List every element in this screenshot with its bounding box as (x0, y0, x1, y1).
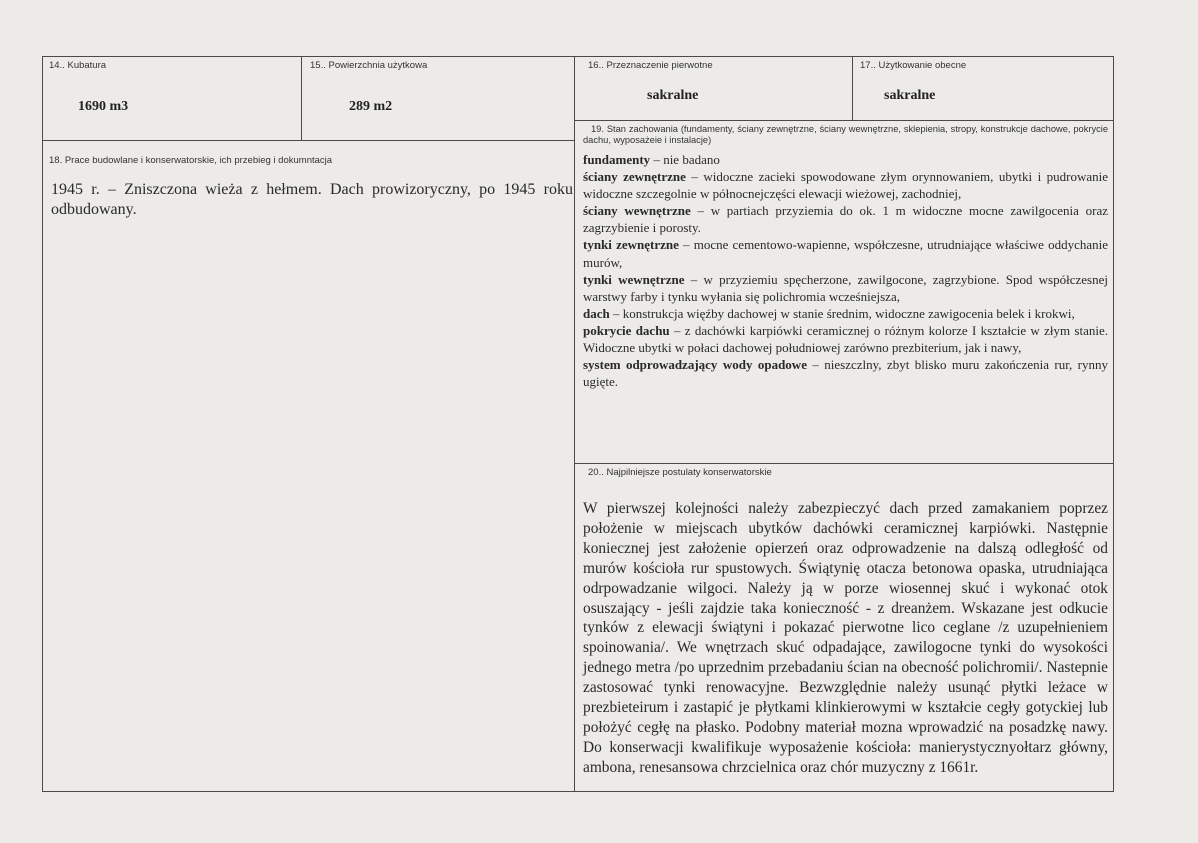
condition-label: fundamenty (583, 152, 651, 167)
condition-text: – nieszczlny, zbyt blisko muru zakończenia rur, rynny ugięte. (583, 357, 1108, 390)
condition-label: pokrycie dachu (583, 322, 670, 338)
divider-row-top-right (574, 120, 1114, 121)
condition-item (583, 202, 1108, 236)
condition-label: ściany wewnętrzne (583, 203, 691, 219)
condition-label: dach (583, 305, 610, 321)
condition-label: system odprowadzający wody opadowe (583, 357, 807, 373)
condition-item (583, 322, 1108, 356)
border-left (42, 56, 43, 792)
condition-label: ściany zewnętrzne (583, 169, 686, 185)
condition-item (583, 356, 1108, 390)
field-18-header: 18. Prace budowlane i konserwatorskie, ich przebieg i dokumntacja (49, 155, 333, 166)
condition-item (583, 151, 1108, 168)
field-14-value: 1690 m3 (78, 99, 129, 114)
condition-item (583, 168, 1108, 202)
divider-19-20 (574, 463, 1114, 464)
border-right (1113, 56, 1114, 792)
condition-label: tynki zewnętrzne (583, 237, 679, 253)
field-18-text: 1945 r. – Zniszczona wieża z hełmem. Dach prowizoryczny, po 1945 roku odbudowany. (51, 181, 573, 218)
border-top (42, 56, 1114, 57)
field-16-header: 16.. Przeznaczenie pierwotne (588, 60, 713, 71)
field-14-header: 14.. Kubatura (49, 60, 107, 71)
condition-text: – widoczne zacieki spowodowane złym orynnowaniem, ubytki i pudrowanie widoczne szczegolnie w północnejczęści elewacji wieżowej, zachodniej, (583, 169, 1109, 202)
field-20-text: W pierwszej kolejności należy zabezpieczyć dach przed zamakaniem poprzez położenie w miejscach ubytków dachówki ceramicznej karpiówki. Następnie koniecznej jest założenie opierzeń oraz odprowadzenie na dalszą odległość od murów kościoła rur spustowych. Świątynię otacza betonowa opaska, utrudniająca odrpowadzanie wilgoci. Należy ją w porze wiosennej skuć i wykonać otok osuszający - jeśli zajdzie taka konieczność - z dreanżem. Wskazane jest odkucie tynków z elewacji świątyni i pokazać pierwotne lico ceglane /z uzupełnieniem spoinowania/. We wnętrzach skuć odpadające, zawilogocne tynki do wysokości jednego metra /po uprzednim przebadaniu ścian na obecność polichromii/. Nastepnie zastosować tynki renowacyjne. Bezwzględnie należy usunąć płytki leżace w prezbieteirum i zastapić je płytkami klinkierowymi w kształcie cegły gotyckiej lub położyć cegłę na płasko. Podobny materiał mozna wprowadzić na posadzkę nawy. Do konserwacji kwalifikuje wyposażenie kościoła: manierystycznyołtarz główny, ambona, renesansowa chrzcielnica oraz chór muzyczny z 1661r. (583, 500, 1108, 776)
divider-16-17 (852, 56, 853, 120)
field-15-value: 289 m2 (349, 99, 393, 114)
condition-text: – mocne cementowo-wapienne, współczesne, utrudniające właściwe oddychanie murów, (583, 237, 1108, 270)
border-bottom (42, 791, 1114, 792)
field-15-header: 15.. Powierzchnia użytkowa (310, 60, 428, 71)
divider-14-15 (301, 56, 302, 140)
divider-row-top-left (42, 140, 575, 141)
field-19-list (583, 151, 1108, 390)
field-20-header: 20.. Najpilniejsze postulaty konserwatorskie (588, 467, 772, 478)
condition-item (583, 271, 1108, 305)
condition-text: – nie badano (650, 152, 720, 167)
condition-text: – w partiach przyziemia do ok. 1 m widoczne mocne zawilgocenia oraz zagrzybienie i porosty. (583, 203, 1108, 236)
divider-center (574, 56, 575, 792)
condition-text: – z dachówki karpiówki ceramicznej o różnym kolorze I kształcie w złym stanie. Widoczne ubytki w połaci dachowej południowej zarówno prezbiterium, jak i nawy, (583, 322, 1108, 356)
field-19-header: 19. Stan zachowania (fundamenty, ściany zewnętrzne, ściany wewnętrzne, sklepienia, stropy, konstrukcje dachowe, pokrycie dachu, wyposażeie i instalacje) (583, 124, 1108, 145)
condition-label: tynki wewnętrzne (583, 271, 685, 287)
field-17-value: sakralne (884, 88, 936, 103)
condition-item (583, 236, 1108, 270)
condition-text: – konstrukcja więźby dachowej w stanie średnim, widoczne zawigocenia belek i krokwi, (609, 305, 1075, 321)
condition-item (583, 305, 1108, 322)
field-16-value: sakralne (647, 88, 699, 103)
condition-text: – w przyziemiu spęcherzone, zawilgocone, zagrzybione. Spod współczesnej warstwy farby i tynku wyłania się polichromia wcześniejsza, (583, 271, 1108, 304)
field-17-header: 17.. Użytkowanie obecne (860, 60, 967, 71)
